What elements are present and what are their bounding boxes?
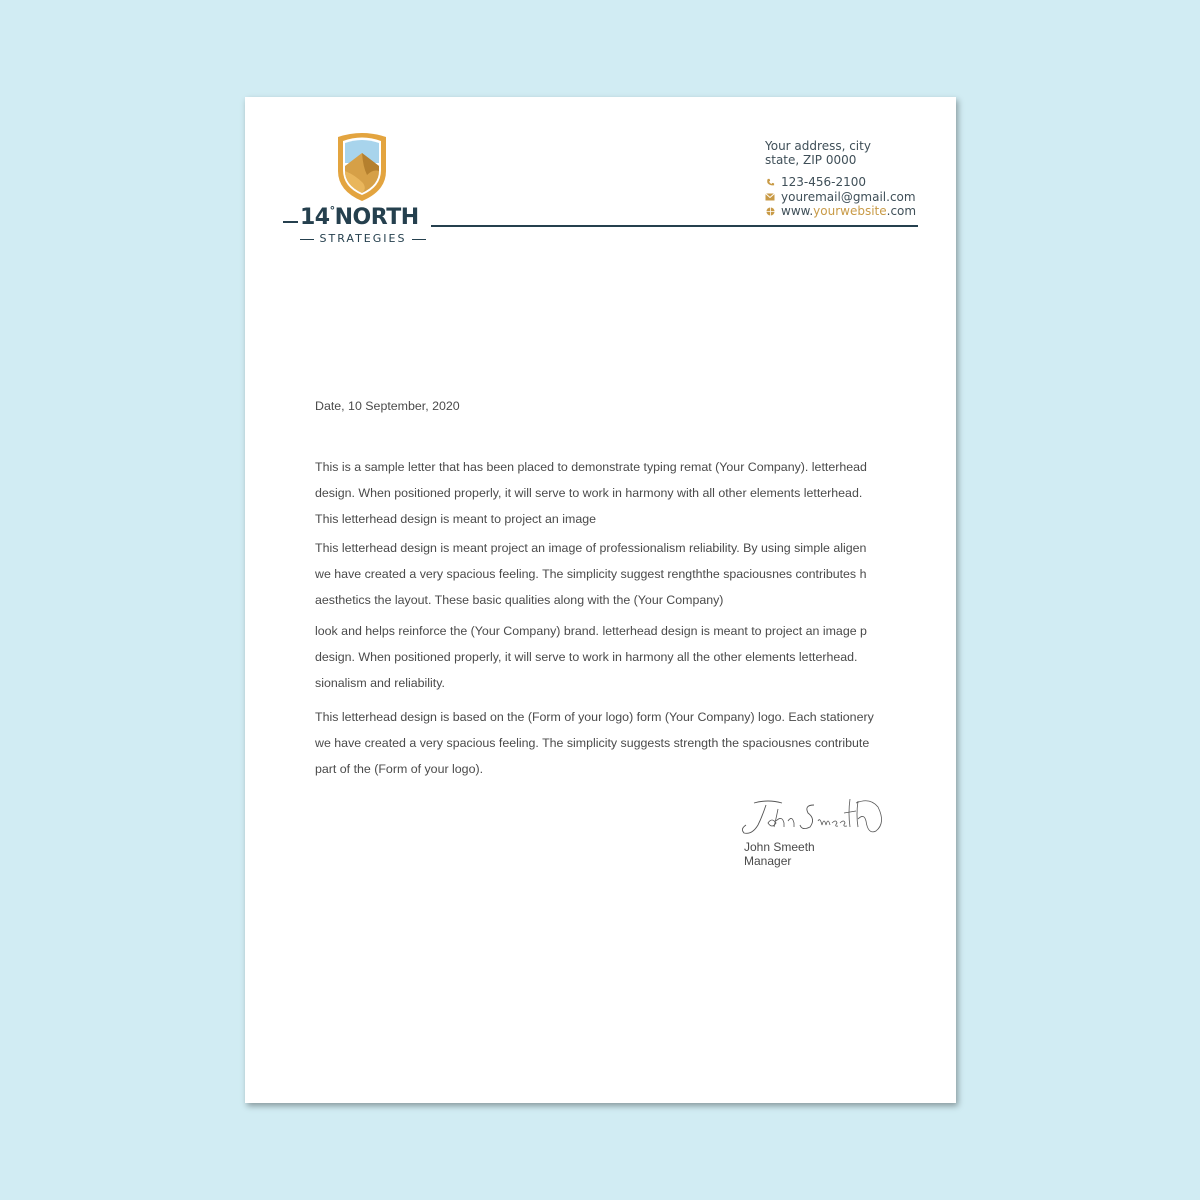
logo-degree: °: [329, 203, 335, 217]
paragraph-3: [315, 618, 895, 696]
phone-icon: [765, 177, 775, 187]
signer-title: Manager: [744, 854, 792, 868]
logo-wordmark: [300, 205, 419, 230]
paragraph-line: we have created a very spacious feeling. The simplicity suggests strength the spaciousnes contribute: [315, 736, 870, 750]
paragraph-line: This letterhead design is based on the (Form of your logo) form (Your Company) logo. Each stationery: [315, 710, 874, 724]
paragraph-1: [315, 454, 895, 532]
website-row: [765, 204, 916, 219]
logo-left-rule: [283, 221, 298, 223]
paragraph-line: sionalism and reliability.: [315, 676, 445, 690]
address-line-2: state, ZIP 0000: [765, 153, 857, 167]
phone-number: 123-456-2100: [781, 175, 867, 190]
email-icon: [765, 192, 775, 202]
email-row: [765, 190, 916, 205]
paragraph-line: design. When positioned properly, it will serve to work in harmony with all other elements letterhead.: [315, 486, 863, 500]
header-divider: [431, 225, 918, 227]
paragraph-line: part of the (Form of your logo).: [315, 762, 484, 776]
website-prefix: www.: [781, 204, 814, 219]
handwritten-signature: [738, 795, 888, 843]
phone-row: [765, 175, 916, 190]
paragraph-line: look and helps reinforce the (Your Company) brand. letterhead design is meant to project an image p: [315, 624, 867, 638]
address-line-1: Your address, city: [765, 139, 871, 153]
email-address: youremail@gmail.com: [781, 189, 916, 204]
paragraph-line: design. When positioned properly, it will serve to work in harmony all the other elements letterhead.: [315, 650, 858, 664]
logo-tagline: STRATEGIES: [319, 232, 407, 245]
letter-date: Date, 10 September, 2020: [315, 399, 460, 413]
signer-name: John Smeeth: [744, 840, 815, 854]
letterhead-page: [245, 97, 956, 1103]
paragraph-2: [315, 535, 895, 613]
contact-block: [765, 139, 916, 219]
logo-suffix: NORTH: [334, 205, 419, 230]
paragraph-line: This letterhead design is meant project an image of professionalism reliability. By using simple aligen: [315, 541, 867, 555]
website-accent: yourwebsite: [813, 204, 887, 219]
shield-logo-icon: [333, 131, 391, 203]
website-suffix: .com: [886, 204, 917, 219]
tagline-left-rule: [300, 239, 314, 240]
globe-icon: [765, 206, 775, 216]
paragraph-line: aesthetics the layout. These basic qualities along with the (Your Company): [315, 593, 724, 607]
website: [781, 204, 916, 218]
logo-prefix: 14: [300, 205, 330, 230]
paragraph-line: This is a sample letter that has been placed to demonstrate typing remat (Your Company). letterhead: [315, 460, 867, 474]
signer-block: [744, 840, 815, 868]
tagline-right-rule: [412, 239, 426, 240]
paragraph-line: we have created a very spacious feeling. The simplicity suggest rengththe spaciousnes contributes h: [315, 567, 867, 581]
paragraph-line: This letterhead design is meant to project an image: [315, 512, 597, 526]
paragraph-4: [315, 704, 895, 782]
